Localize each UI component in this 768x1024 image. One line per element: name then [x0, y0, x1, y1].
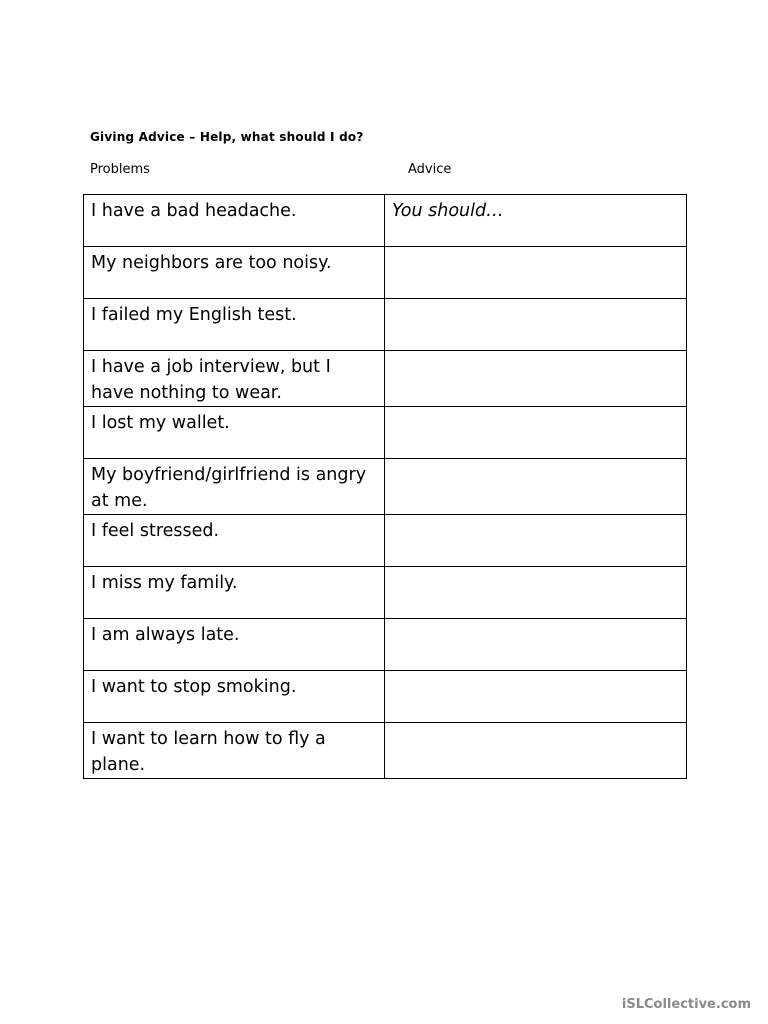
- advice-cell[interactable]: [385, 459, 687, 515]
- advice-column-header: Advice: [408, 162, 452, 177]
- table-row: [84, 723, 687, 779]
- advice-cell[interactable]: [385, 723, 687, 779]
- table-row: [84, 247, 687, 299]
- problem-cell: I failed my English test.: [84, 299, 385, 351]
- advice-cell[interactable]: You should…: [385, 195, 687, 247]
- table-row: [84, 195, 687, 247]
- problem-cell: I lost my wallet.: [84, 407, 385, 459]
- advice-cell[interactable]: [385, 619, 687, 671]
- table-row: [84, 299, 687, 351]
- problems-column-header: Problems: [90, 162, 150, 177]
- advice-cell[interactable]: [385, 671, 687, 723]
- table-row: [84, 619, 687, 671]
- problem-cell: I am always late.: [84, 619, 385, 671]
- advice-cell[interactable]: [385, 247, 687, 299]
- table-row: [84, 407, 687, 459]
- advice-cell[interactable]: [385, 351, 687, 407]
- problem-cell: I want to stop smoking.: [84, 671, 385, 723]
- problem-cell: My boyfriend/girlfriend is angry at me.: [84, 459, 385, 515]
- advice-cell[interactable]: [385, 567, 687, 619]
- problem-cell: I have a job interview, but I have nothing to wear.: [84, 351, 385, 407]
- table-row: [84, 351, 687, 407]
- problem-cell: I miss my family.: [84, 567, 385, 619]
- table-row: [84, 459, 687, 515]
- problem-cell: I feel stressed.: [84, 515, 385, 567]
- table-row: [84, 567, 687, 619]
- problem-cell: I have a bad headache.: [84, 195, 385, 247]
- site-watermark: iSLCollective.com: [621, 997, 751, 1012]
- problem-cell: I want to learn how to fly a plane.: [84, 723, 385, 779]
- table-row: [84, 671, 687, 723]
- problem-cell: My neighbors are too noisy.: [84, 247, 385, 299]
- table-row: [84, 515, 687, 567]
- advice-cell[interactable]: [385, 407, 687, 459]
- advice-table: [83, 194, 687, 779]
- advice-cell[interactable]: [385, 299, 687, 351]
- worksheet-title: Giving Advice – Help, what should I do?: [90, 130, 364, 144]
- advice-cell[interactable]: [385, 515, 687, 567]
